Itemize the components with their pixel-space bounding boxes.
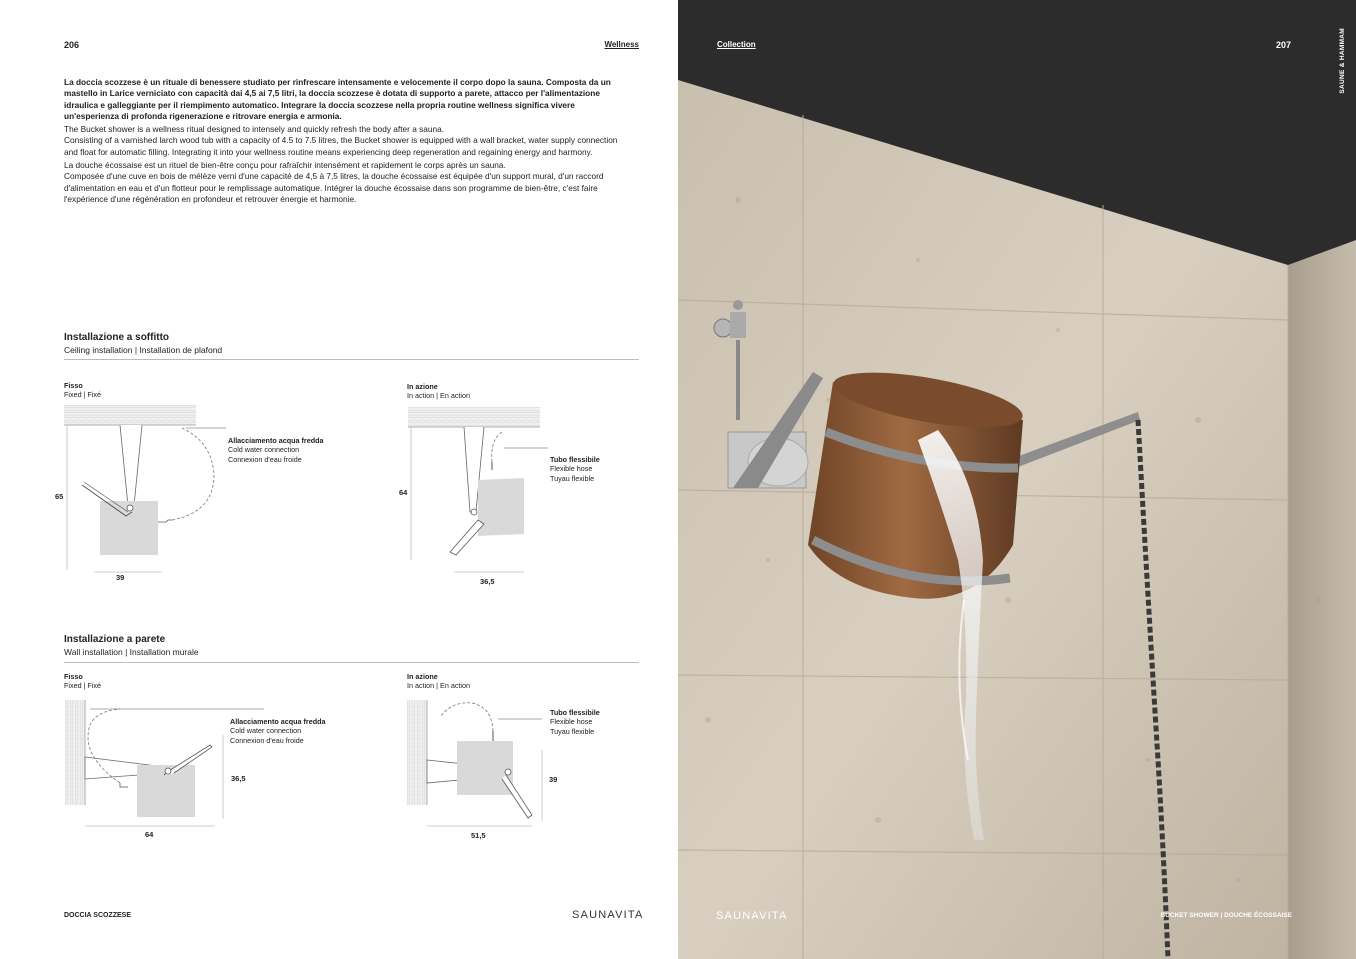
brand-logo-right: SAUNAVITA bbox=[716, 910, 788, 922]
wall-action-diagram bbox=[402, 695, 552, 835]
wall-cold-fr: Connexion d'eau froide bbox=[230, 735, 304, 745]
ceiling-fixed-height: 65 bbox=[55, 492, 64, 501]
ceiling-section-title: Installazione a soffitto bbox=[64, 332, 170, 343]
wall-cold-water-label bbox=[230, 717, 325, 745]
ceiling-action-height: 64 bbox=[399, 488, 408, 497]
ceiling-hose-en: Flexible hose bbox=[550, 464, 593, 474]
intro-text bbox=[64, 77, 624, 207]
wall-cold-en: Cold water connection bbox=[230, 726, 302, 736]
intro-french-2: Composée d'une cuve en bois de mélèze verni d'une capacité de 4,5 à 7,5 litres, la douche écossaise est équipée d'un support mural, d'un raccord d'alimentation en eau et d'un flotteur pour le remplissage automatique. Intégrer la douche écossaise dans son programme de bien-être, c'est faire l'expérience d'une régénération en profondeur et retrouver énergie et harmonie. bbox=[64, 171, 604, 204]
vertical-section-label: SAUNE & HAMMAM bbox=[1339, 28, 1346, 94]
ceiling-action-width: 36,5 bbox=[480, 577, 495, 586]
ceiling-fixed-label bbox=[64, 381, 101, 400]
intro-english-2: Consisting of a varnished larch wood tub with a capacity of 4.5 to 7.5 litres, the Bucket shower is equipped with a wall bracket, water supply connection and float for automatic filling. Integrating it into your wellness routine means experiencing deep regeneration and regaining energy and harmony. bbox=[64, 135, 618, 157]
ceiling-action-title: In azione bbox=[407, 382, 438, 391]
wall-hose-en: Flexible hose bbox=[550, 717, 593, 727]
ceiling-hose-label bbox=[550, 455, 600, 483]
photo-caption: BUCKET SHOWER | DOUCHE ÉCOSSAISE bbox=[1160, 912, 1292, 919]
intro-italian: La doccia scozzese è un rituale di benessere studiato per rinfrescare intensamente e velocemente il corpo dopo la sauna. Composta da un mastello in Larice verniciato con capacità dai 4,5 ai 7,5 litri, la doccia scozzese è dotata di supporto a parete, attacco per l'alimentazione idraulica e galleggiante per il riempimento automatico. Integrare la doccia scozzese nella propria routine wellness significa vivere un'esperienza di profonda rigenerazione e ritrovare energia e armonia. bbox=[64, 77, 611, 121]
ceiling-cold-water-label bbox=[228, 436, 323, 464]
ceiling-fixed-width: 39 bbox=[116, 573, 125, 582]
right-page-photo bbox=[678, 0, 1356, 959]
bucket-shower-photo bbox=[678, 0, 1356, 959]
ceiling-hose-fr: Tuyau flexible bbox=[550, 473, 595, 483]
wall-action-title: In azione bbox=[407, 672, 438, 681]
wall-fixed-title: Fisso bbox=[64, 672, 83, 681]
wall-section-subtitle: Wall installation | Installation murale bbox=[64, 647, 199, 657]
ceiling-action-label bbox=[407, 382, 470, 401]
ceiling-section-subtitle: Ceiling installation | Installation de plafond bbox=[64, 345, 223, 355]
ceiling-divider bbox=[64, 359, 639, 360]
wall-section-title: Installazione a parete bbox=[64, 634, 166, 645]
wall-divider bbox=[64, 662, 639, 663]
wellness-link[interactable]: Wellness bbox=[604, 40, 639, 49]
ceiling-action-sub: In action | En action bbox=[407, 391, 470, 401]
ceiling-hose-title: Tubo flessibile bbox=[550, 455, 600, 464]
ceiling-action-diagram bbox=[398, 400, 548, 585]
intro-french-1: La douche écossaise est un rituel de bien-être conçu pour rafraîchir intensément et rapidement le corps après un sauna. bbox=[64, 160, 506, 171]
ceiling-cold-title: Allacciamento acqua fredda bbox=[228, 436, 324, 445]
collection-link[interactable] bbox=[717, 40, 756, 49]
collection-link-text: Collection bbox=[717, 40, 756, 49]
wall-action-height: 39 bbox=[549, 775, 558, 784]
ceiling-fixed-title: Fisso bbox=[64, 381, 83, 390]
wall-hose-label bbox=[550, 708, 600, 736]
wall-hose-fr: Tuyau flexible bbox=[550, 726, 595, 736]
intro-english-1: The Bucket shower is a wellness ritual designed to intensely and quickly refresh the body after a sauna. bbox=[64, 124, 445, 135]
page-number-left: 206 bbox=[64, 40, 80, 50]
ceiling-cold-en: Cold water connection bbox=[228, 445, 300, 455]
wall-cold-title: Allacciamento acqua fredda bbox=[230, 717, 326, 726]
ceiling-cold-fr: Connexion d'eau froide bbox=[228, 454, 302, 464]
wall-action-sub: In action | En action bbox=[407, 681, 470, 691]
footer-product-label: DOCCIA SCOZZESE bbox=[64, 912, 132, 919]
wall-fixed-diagram bbox=[60, 695, 270, 835]
wall-fixed-width: 64 bbox=[145, 830, 154, 839]
wall-action-width: 51,5 bbox=[471, 831, 486, 840]
ceiling-fixed-sub: Fixed | Fixé bbox=[64, 390, 102, 400]
wall-fixed-height: 36,5 bbox=[231, 774, 246, 783]
wall-action-label bbox=[407, 672, 470, 691]
page-number-right: 207 bbox=[1276, 40, 1292, 50]
ceiling-fixed-diagram bbox=[54, 400, 234, 585]
wall-hose-title: Tubo flessibile bbox=[550, 708, 600, 717]
wall-fixed-sub: Fixed | Fixé bbox=[64, 681, 102, 691]
wall-fixed-label bbox=[64, 672, 101, 691]
brand-logo-left: SAUNAVITA bbox=[572, 909, 644, 921]
